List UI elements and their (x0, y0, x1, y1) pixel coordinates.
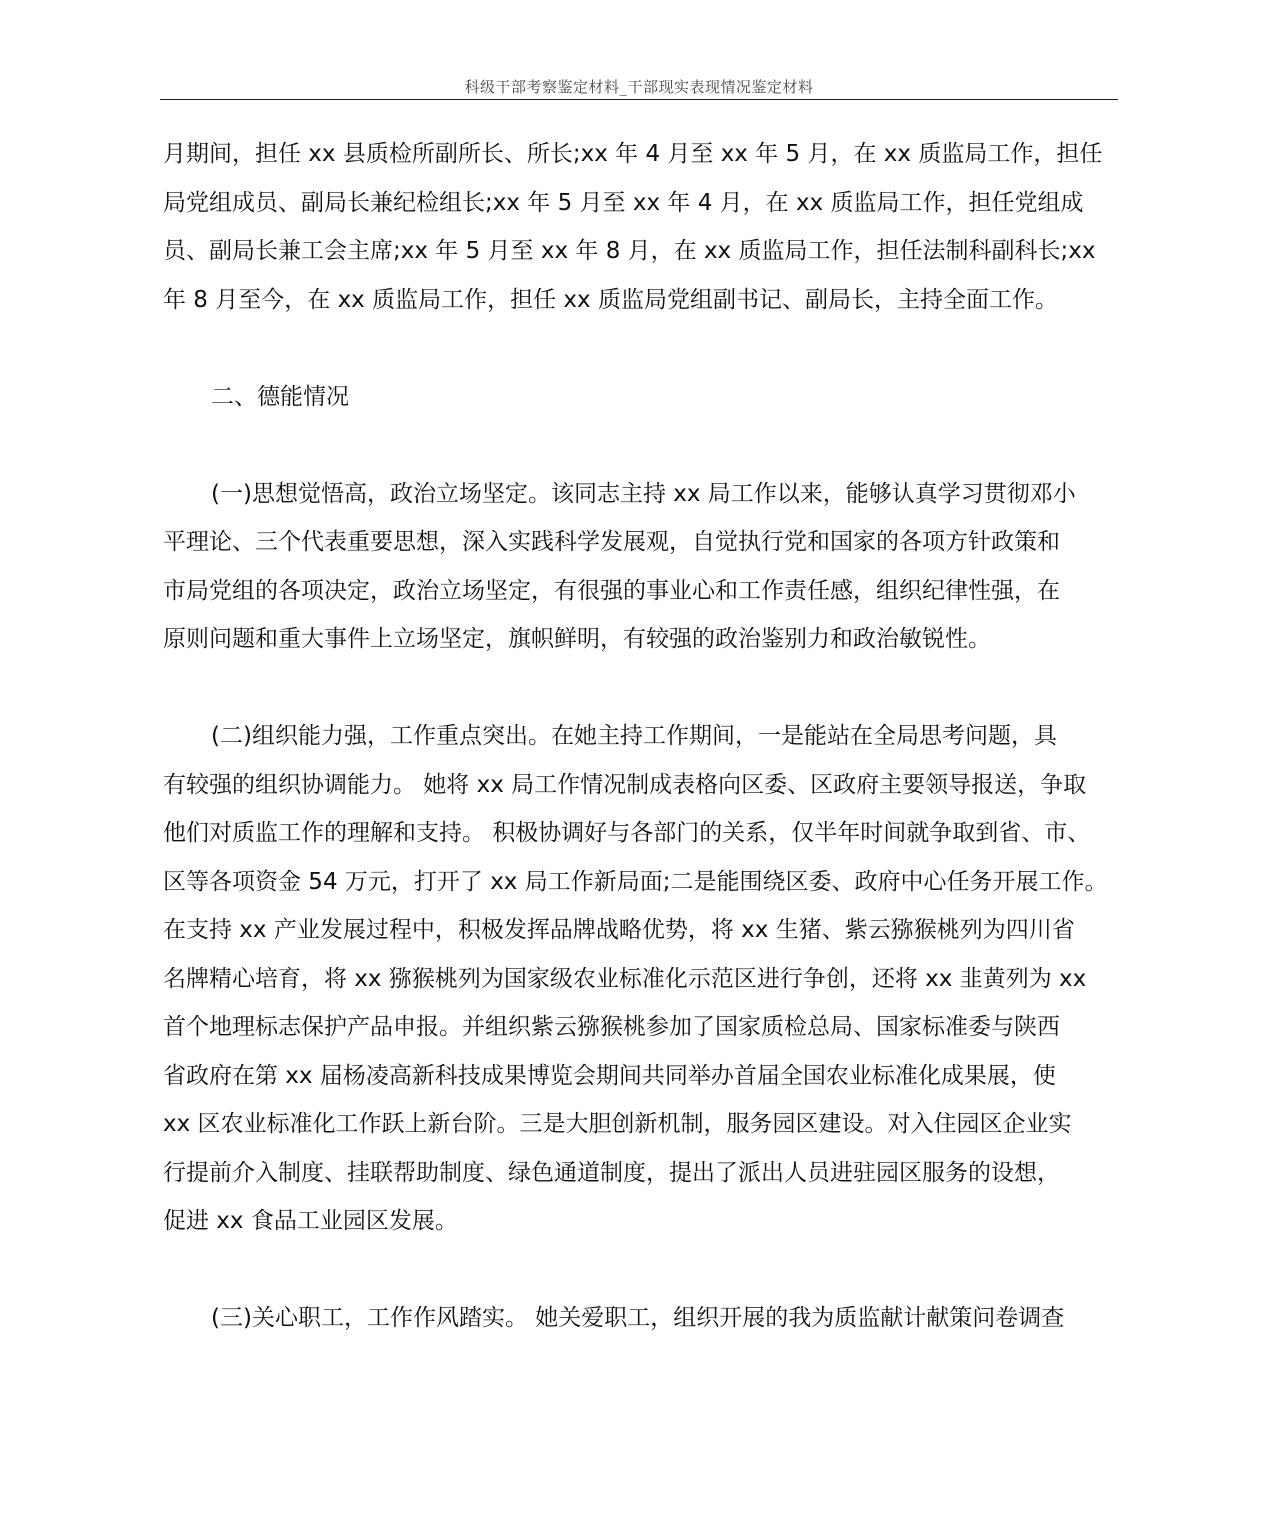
text-line: 促进 xx 食品工业园区发展。 (163, 1208, 458, 1234)
text-line: 首个地理标志保护产品申报。并组织紫云猕猴桃参加了国家质检总局、国家标准委与陕西 (163, 1014, 1060, 1040)
text-line: 区等各项资金 54 万元，打开了 xx 局工作新局面;二是能围绕区委、政府中心任务开展工作。 (163, 868, 1108, 895)
text-line: (三)关心职工，工作作风踏实。 她关爱职工，组织开展的我为质监献计献策问卷调查 (211, 1305, 1065, 1331)
paragraph-spacer (163, 664, 1118, 713)
text-line: (二)组织能力强，工作重点突出。在她主持工作期间，一是能站在全局思考问题，具 (211, 723, 1057, 749)
paragraph-spacer (163, 421, 1118, 470)
paragraph-caring-staff (163, 1294, 1118, 1343)
paragraph-political-stance (163, 470, 1118, 664)
paragraph-organizational-ability (163, 712, 1118, 1246)
text-line: 市局党组的各项决定，政治立场坚定，有很强的事业心和工作责任感，组织纪律性强，在 (163, 577, 1060, 604)
section-heading-text: 二、德能情况 (211, 383, 349, 410)
text-line: 名牌精心培育，将 xx 猕猴桃列为国家级农业标准化示范区进行争创，还将 xx 韭黄列为 xx (163, 965, 1087, 992)
text-line: 行提前介入制度、挂联帮助制度、绿色通道制度，提出了派出人员进驻园区服务的设想， (163, 1159, 1060, 1186)
text-line: 省政府在第 xx 届杨凌高新科技成果博览会期间共同举办首届全国农业标准化成果展，使 (163, 1062, 1056, 1089)
text-line: 平理论、三个代表重要思想，深入实践科学发展观，自觉执行党和国家的各项方针政策和 (163, 529, 1060, 555)
text-line: 他们对质监工作的理解和支持。 积极协调好与各部门的关系，仅半年时间就争取到省、市、 (163, 820, 1091, 846)
text-line: 月期间，担任 xx 县质检所副所长、所长;xx 年 4 月至 xx 年 5 月，在 xx 质监局工作，担任 (163, 141, 1103, 167)
text-line: 有较强的组织协调能力。 她将 xx 局工作情况制成表格向区委、区政府主要领导报送，争取 (163, 771, 1087, 798)
text-line: 年 8 月至今，在 xx 质监局工作，担任 xx 质监局党组副书记、副局长，主持全面工作。 (163, 286, 1058, 313)
text-line: 员、副局长兼工会主席;xx 年 5 月至 xx 年 8 月，在 xx 质监局工作，担任法制科副科长;xx (163, 238, 1096, 264)
text-line: 在支持 xx 产业发展过程中，积极发挥品牌战略优势，将 xx 生猪、紫云猕猴桃列为四川省 (163, 917, 1075, 943)
paragraph-spacer (163, 1246, 1118, 1295)
page-header: 科级干部考察鉴定材料_干部现实表现情况鉴定材料 (464, 78, 814, 96)
document-body (163, 130, 1118, 1343)
section-heading (163, 373, 1118, 422)
text-line: (一)思想觉悟高，政治立场坚定。该同志主持 xx 局工作以来，能够认真学习贯彻邓小 (211, 480, 1076, 507)
paragraph-spacer (163, 324, 1118, 373)
text-line: xx 区农业标准化工作跃上新台阶。三是大胆创新机制，服务园区建设。对入住园区企业实 (163, 1111, 1072, 1137)
text-line: 局党组成员、副局长兼纪检组长;xx 年 5 月至 xx 年 4 月，在 xx 质监局工作，担任党组成 (163, 189, 1084, 216)
paragraph-career-history (163, 130, 1118, 324)
header-divider (160, 99, 1118, 100)
text-line: 原则问题和重大事件上立场坚定，旗帜鲜明，有较强的政治鉴别力和政治敏锐性。 (163, 626, 991, 652)
